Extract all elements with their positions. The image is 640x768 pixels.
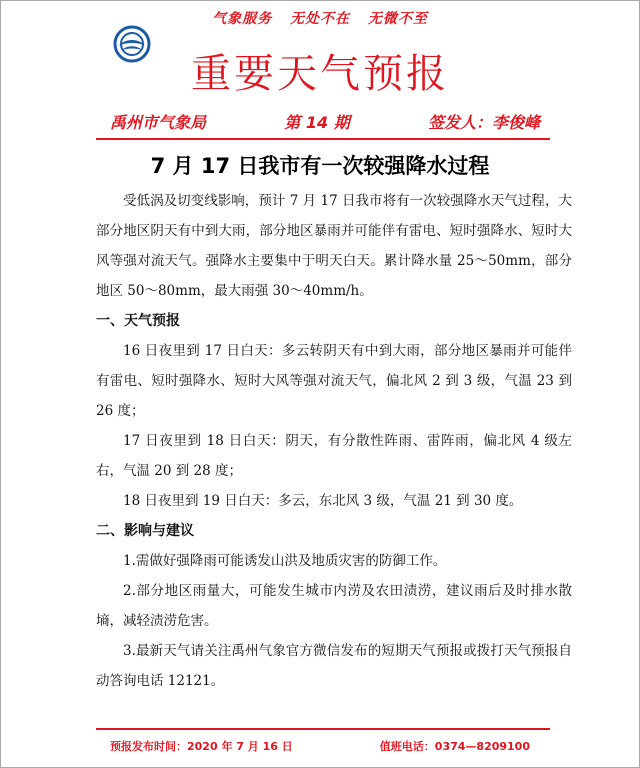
slogan-2: 无处不在 (290, 11, 350, 27)
slogan-line (0, 8, 640, 28)
header-divider (96, 138, 550, 140)
article-body (96, 186, 572, 696)
advice-item: 2.部分地区雨量大，可能发生城市内涝及农田渍涝，建议雨后及时排水散墒，减轻渍涝危害。 (96, 583, 572, 629)
forecast-item: 17 日夜里到 18 日白天：阴天，有分散性阵雨、雷阵雨，偏北风 4 级左右，气温 20 到 28 度； (96, 433, 572, 479)
footer-divider (96, 728, 550, 730)
forecast-item: 16 日夜里到 17 日白天：多云转阴天有中到大雨，部分地区暴雨并可能伴有雷电、短时强降水、短时大风等强对流天气，偏北风 2 到 3 级，气温 23 到 26 度； (96, 343, 572, 419)
advice-item: 3.最新天气请关注禹州气象官方微信发布的短期天气预报或拨打天气预报自动答询电话 12121。 (96, 643, 572, 689)
advice-item: 1.需做好强降雨可能诱发山洪及地质灾害的防御工作。 (123, 553, 447, 569)
intro-paragraph: 受低涡及切变线影响，预计 7 月 17 日我市将有一次较强降水天气过程，大部分地区阴天有中到大雨，部分地区暴雨并可能伴有雷电、短时强降水、短时大风等强对流天气。强降水主要集中于明天白天。累计降水量 25～50mm，部分地区 50～80mm，最大雨强 30～40mm/h。 (96, 193, 572, 299)
signer: 签发人：李俊峰 (427, 113, 540, 132)
forecast-item: 18 日夜里到 19 日白天：多云，东北风 3 级，气温 21 到 30 度。 (123, 493, 523, 509)
slogan-3: 无微不至 (367, 11, 428, 27)
issue-info-line (110, 110, 540, 133)
bulletin-title: 重要天气预报 (191, 51, 449, 97)
footer (110, 738, 530, 754)
article-title: 7 月 17 日我市有一次较强降水过程 (150, 154, 490, 178)
slogan-1: 气象服务 (212, 11, 273, 27)
issuer-name: 禹州市气象局 (110, 113, 207, 132)
duty-phone: 值班电话：0374—8209100 (379, 740, 530, 753)
publish-time: 预报发布时间：2020 年 7 月 16 日 (110, 740, 293, 753)
issue-number: 第 14 期 (284, 113, 350, 132)
section-heading-impact: 二、影响与建议 (96, 523, 194, 539)
section-heading-forecast: 一、天气预报 (96, 313, 180, 329)
